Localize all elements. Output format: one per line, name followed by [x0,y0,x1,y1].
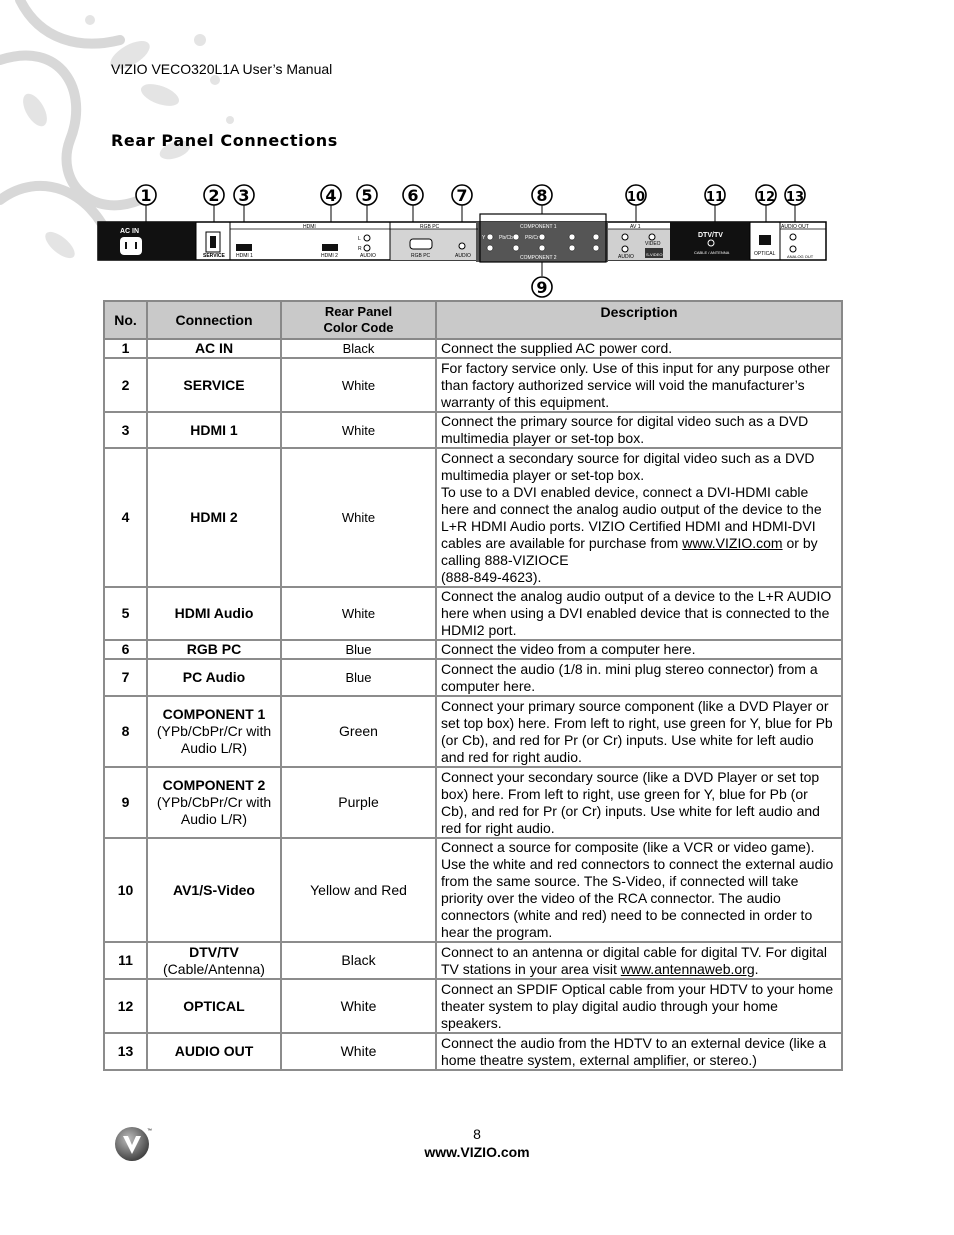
connections-table [103,300,843,1071]
callout-3 [234,185,254,205]
table-row: 11 DTV/TV (Cable/Antenna) Black Connect to an antenna or digital cable for digital TV. For digital TV stations in your area visit www.antennaweb.org. [104,942,842,979]
callout-6 [403,185,423,205]
table-row: 6 RGB PC Blue Connect the video from a computer here. [104,640,842,659]
panel-label-l: L [358,236,361,242]
panel-label-analog-out: ANALOG OUT [787,254,814,259]
vizio-link[interactable]: www.VIZIO.com [682,534,783,551]
hdmi2-description: Connect a secondary source for digital video such as a DVD multimedia player or set-top box. To use to a DVI enabled device, connect a DVI-HDMI cable here and connect the analog audio output of the device to the L+R HDMI Audio ports. VIZIO Certified HDMI and HDMI-DVI cables are available for purchase from www.VIZIO.com or by calling 888-VIZIOCE (888-849-4623). [436,448,842,587]
table-row: 5 HDMI Audio White Connect the analog audio output of a device to the L+R AUDIO here when using a DVI enabled device that is connected to the HDMI2 port. [104,587,842,640]
svg-text:™: ™ [147,1128,152,1134]
svg-text:8: 8 [536,186,548,205]
callout-8 [532,185,552,205]
callout-2 [204,185,224,205]
header-connection: Connection [147,301,281,339]
callout-12 [756,185,776,205]
table-row: 10 AV1/S-Video Yellow and Red Connect a source for composite (like a VCR or video game). Use the white and red connectors to connect the external audio from the same source. The S-Video, if connected will take priority over the video of the RCA connector. The audio connectors (white and red) need to be connected in order to hear the program. [104,838,842,942]
panel-label-video: VIDEO [645,241,661,247]
rear-panel-diagram [0,180,954,300]
table-row: 7 PC Audio Blue Connect the audio (1/8 in. mini plug stereo connector) from a computer here. [104,659,842,696]
panel-label-hdmi: HDMI [303,224,316,230]
svg-text:5: 5 [361,186,373,205]
header-no: No. [104,301,147,339]
table-row: 8 COMPONENT 1 (YPb/CbPr/Cr with Audio L/R) Green Connect your primary source component (like a DVD Player or set top box) here. From left to right, use green for Y, blue for Pb (or Cb), and red for Pr (or Cr) inputs. Use white for left audio and red for right audio. [104,696,842,767]
table-row: 1 AC IN Black Connect the supplied AC power cord. [104,339,842,358]
svg-text:13: 13 [785,190,805,205]
svg-text:1: 1 [140,186,152,205]
panel-label-hdmi1: HDMI 1 [236,253,253,259]
svg-text:10: 10 [626,190,646,205]
svg-text:3: 3 [238,186,250,205]
svg-text:7: 7 [456,186,468,205]
svg-text:4: 4 [325,186,337,205]
panel-label-pr: PR/Cr [525,235,539,241]
table-header-row [104,301,842,339]
table-row: 13 AUDIO OUT White Connect the audio from the HDTV to an external device (like a home theatre system, external amplifier, or stereo.) [104,1033,842,1070]
panel-label-dtv: DTV/TV [698,232,723,239]
panel-label-r: R [358,246,362,252]
panel-label-y: Y [482,235,486,241]
panel-label-pc-audio: AUDIO [455,253,471,259]
svg-text:6: 6 [407,186,419,205]
panel-label-av1: AV 1 [630,224,641,230]
panel-label-hdmi-audio: AUDIO [360,253,376,259]
panel-label-cable-antenna: CABLE / ANTENNA [694,250,730,255]
table-row: 9 COMPONENT 2 (YPb/CbPr/Cr with Audio L/R) Purple Connect your secondary source (like a DVD Player or set top box) here. From left to right, use green for Y, blue for Pb (or Cb), and red for Pr (or Cr) inputs. Use white for left audio and red for right audio. [104,767,842,838]
panel-label-rgb-pc: RGB PC [411,253,431,259]
panel-label-hdmi2: HDMI 2 [321,253,338,259]
section-title: Rear Panel Connections [111,131,338,150]
antennaweb-link[interactable]: www.antennaweb.org [620,960,755,977]
table-row: 12 OPTICAL White Connect an SPDIF Optical cable from your HDTV to your home theater system to play digital audio through your home speakers. [104,979,842,1033]
table-row: 2 SERVICE White For factory service only. Use of this input for any purpose other than factory authorized service will void the manufacturer’s warranty of this equipment. [104,358,842,412]
callout-7 [452,185,472,205]
callout-10 [626,185,646,205]
svg-text:11: 11 [705,190,725,205]
callout-13 [785,185,805,205]
callout-9 [532,277,552,297]
callout-1 [136,185,156,205]
panel-label-optical: OPTICAL [754,251,776,257]
panel-label-svideo: S-VIDEO [646,252,663,257]
svg-text:2: 2 [208,186,220,205]
table-row: 4 HDMI 2 White Connect a secondary source for digital video such as a DVD multimedia player or set-top box. To use to a DVI enabled device, connect a DVI-HDMI cable here and connect the analog audio output of the device to the L+R HDMI Audio ports. VIZIO Certified HDMI and HDMI-DVI cables are available for purchase from www.VIZIO.com or by calling 888-VIZIOCE (888-849-4623). [104,448,842,587]
panel-label-rgb-pc-top: RGB PC [420,224,440,230]
panel-label-component2: COMPONENT 2 [520,255,557,261]
svg-text:9: 9 [536,278,548,297]
callout-5 [357,185,377,205]
header-description: Description [436,301,842,339]
footer-url[interactable]: www.VIZIO.com [424,1144,530,1160]
panel-label-audio-out: AUDIO OUT [781,224,809,230]
svg-text:12: 12 [756,190,776,205]
header-color-code: Rear Panel Color Code [281,301,436,339]
callout-4 [321,185,341,205]
panel-label-pb: Pb/Cb [499,235,513,241]
table-row: 3 HDMI 1 White Connect the primary source for digital video such as a DVD multimedia player or set-top box. [104,412,842,448]
page-number: 8 [473,1126,481,1142]
callout-11 [705,185,725,205]
document-header: VIZIO VECO320L1A User’s Manual [111,61,333,77]
dtv-description: Connect to an antenna or digital cable for digital TV. For digital TV stations in your area visit www.antennaweb.org. [436,942,842,979]
panel-label-component1: COMPONENT 1 [520,224,557,230]
panel-label-service: SERVICE [203,253,225,259]
panel-label-ac-in: AC IN [120,228,140,235]
panel-label-av-audio: AUDIO [618,254,634,260]
